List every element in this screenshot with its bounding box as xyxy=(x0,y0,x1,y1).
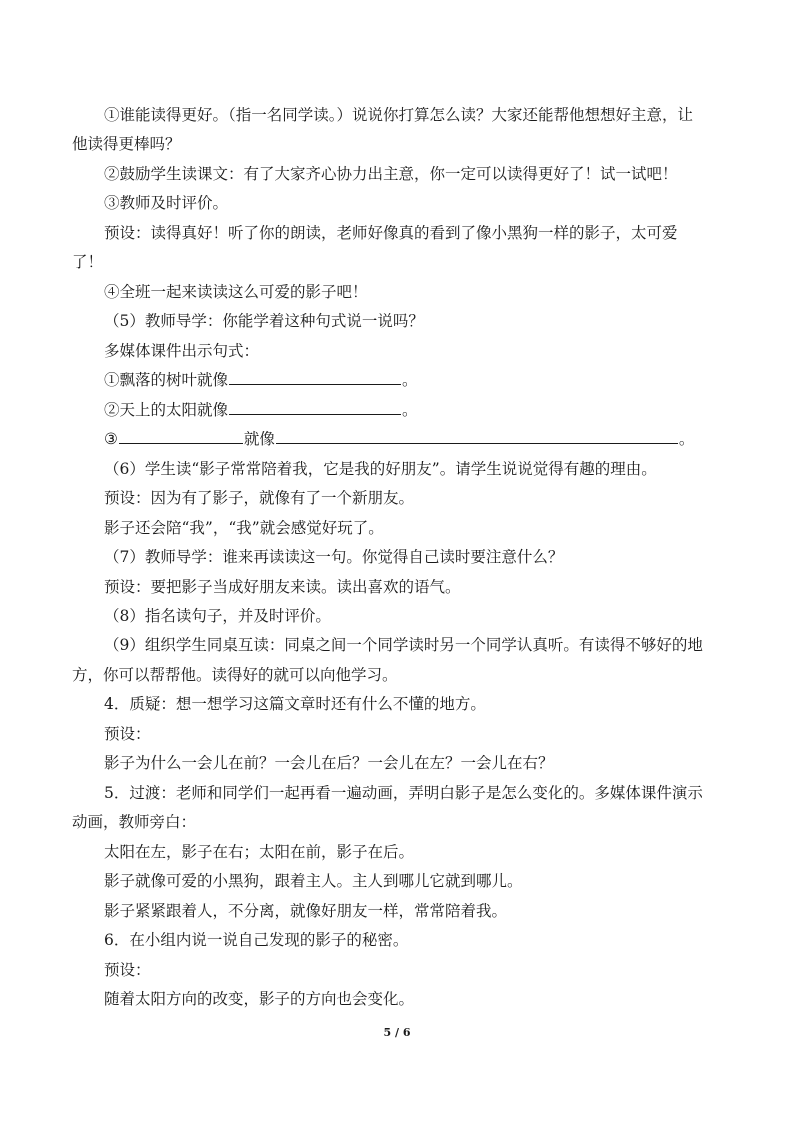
paragraph-line: （6）学生读“影子常常陪着我，它是我的好朋友”。请学生说说觉得有趣的理由。 xyxy=(104,460,657,478)
paragraph-line: 他读得更棒吗？ xyxy=(72,135,181,153)
fill-blank-line xyxy=(0,428,794,450)
paragraph-line: 随着太阳方向的改变，影子的方向也会变化。 xyxy=(104,990,415,1008)
fill-blank-line xyxy=(0,369,794,391)
paragraph-line: （7）教师导学：谁来再读读这一句。你觉得自己读时要注意什么？ xyxy=(104,548,564,566)
paragraph-line: 了！ xyxy=(72,253,104,271)
paragraph-line: （5）教师导学：你能学着这种句式说一说吗？ xyxy=(104,312,424,330)
paragraph-line: ①谁能读得更好。（指一名同学读。）说说你打算怎么读？大家还能帮他想想好主意，让 xyxy=(104,106,694,124)
answer-blank xyxy=(119,428,243,444)
paragraph-line: 4．质疑：想一想学习这篇文章时还有什么不懂的地方。 xyxy=(104,695,486,713)
paragraph-line: 预设：读得真好！听了你的朗读，老师好像真的看到了像小黑狗一样的影子，太可爱 xyxy=(104,224,678,242)
paragraph-line: 预设：要把影子当成好朋友来读。读出喜欢的语气。 xyxy=(104,578,461,596)
sentence-prefix: ③ xyxy=(104,430,118,448)
sentence-middle: 就像 xyxy=(243,430,275,448)
sentence-end: 。 xyxy=(402,401,418,419)
answer-blank xyxy=(276,428,678,444)
answer-blank xyxy=(229,369,401,385)
answer-blank xyxy=(229,399,401,415)
paragraph-line: 影子为什么一会儿在前？一会儿在后？一会儿在左？一会儿在右？ xyxy=(104,754,554,772)
paragraph-line: 影子就像可爱的小黑狗，跟着主人。主人到哪儿它就到哪儿。 xyxy=(104,872,523,890)
paragraph-line: （8）指名读句子，并及时评价。 xyxy=(104,607,331,625)
sentence-end: 。 xyxy=(402,371,418,389)
page-number: 5 / 6 xyxy=(383,1026,411,1039)
paragraph-line: 方，你可以帮帮他。读得好的就可以向他学习。 xyxy=(72,666,398,684)
sentence-end: 。 xyxy=(678,430,695,448)
paragraph-line: ③教师及时评价。 xyxy=(104,194,229,212)
paragraph-line: ②鼓励学生读课文：有了大家齐心协力出主意，你一定可以读得更好了！试一试吧！ xyxy=(104,165,678,183)
fill-blank-line xyxy=(0,399,794,421)
paragraph-line: 影子紧紧跟着人，不分离，就像好朋友一样，常常陪着我。 xyxy=(104,902,508,920)
paragraph-line: 预设： xyxy=(104,725,151,743)
paragraph-line: 预设：因为有了影子，就像有了一个新朋友。 xyxy=(104,489,415,507)
paragraph-line: ④全班一起来读读这么可爱的影子吧！ xyxy=(104,283,368,301)
paragraph-line: 太阳在左，影子在右；太阳在前，影子在后。 xyxy=(104,843,415,861)
paragraph-line: 多媒体课件出示句式： xyxy=(104,342,260,360)
paragraph-line: 预设： xyxy=(104,961,151,979)
paragraph-line: 5．过渡：老师和同学们一起再看一遍动画，弄明白影子是怎么变化的。多媒体课件演示 xyxy=(104,784,703,802)
paragraph-line: （9）组织学生同桌互读：同桌之间一个同学读时另一个同学认真听。有读得不够好的地 xyxy=(104,636,703,654)
sentence-prefix: ①飘落的树叶就像 xyxy=(104,371,229,389)
sentence-prefix: ②天上的太阳就像 xyxy=(104,401,229,419)
paragraph-line: 6．在小组内说一说自己发现的影子的秘密。 xyxy=(104,931,409,949)
paragraph-line: 影子还会陪“我”，“我”就会感觉好玩了。 xyxy=(104,519,384,537)
paragraph-line: 动画，教师旁白： xyxy=(72,813,197,831)
